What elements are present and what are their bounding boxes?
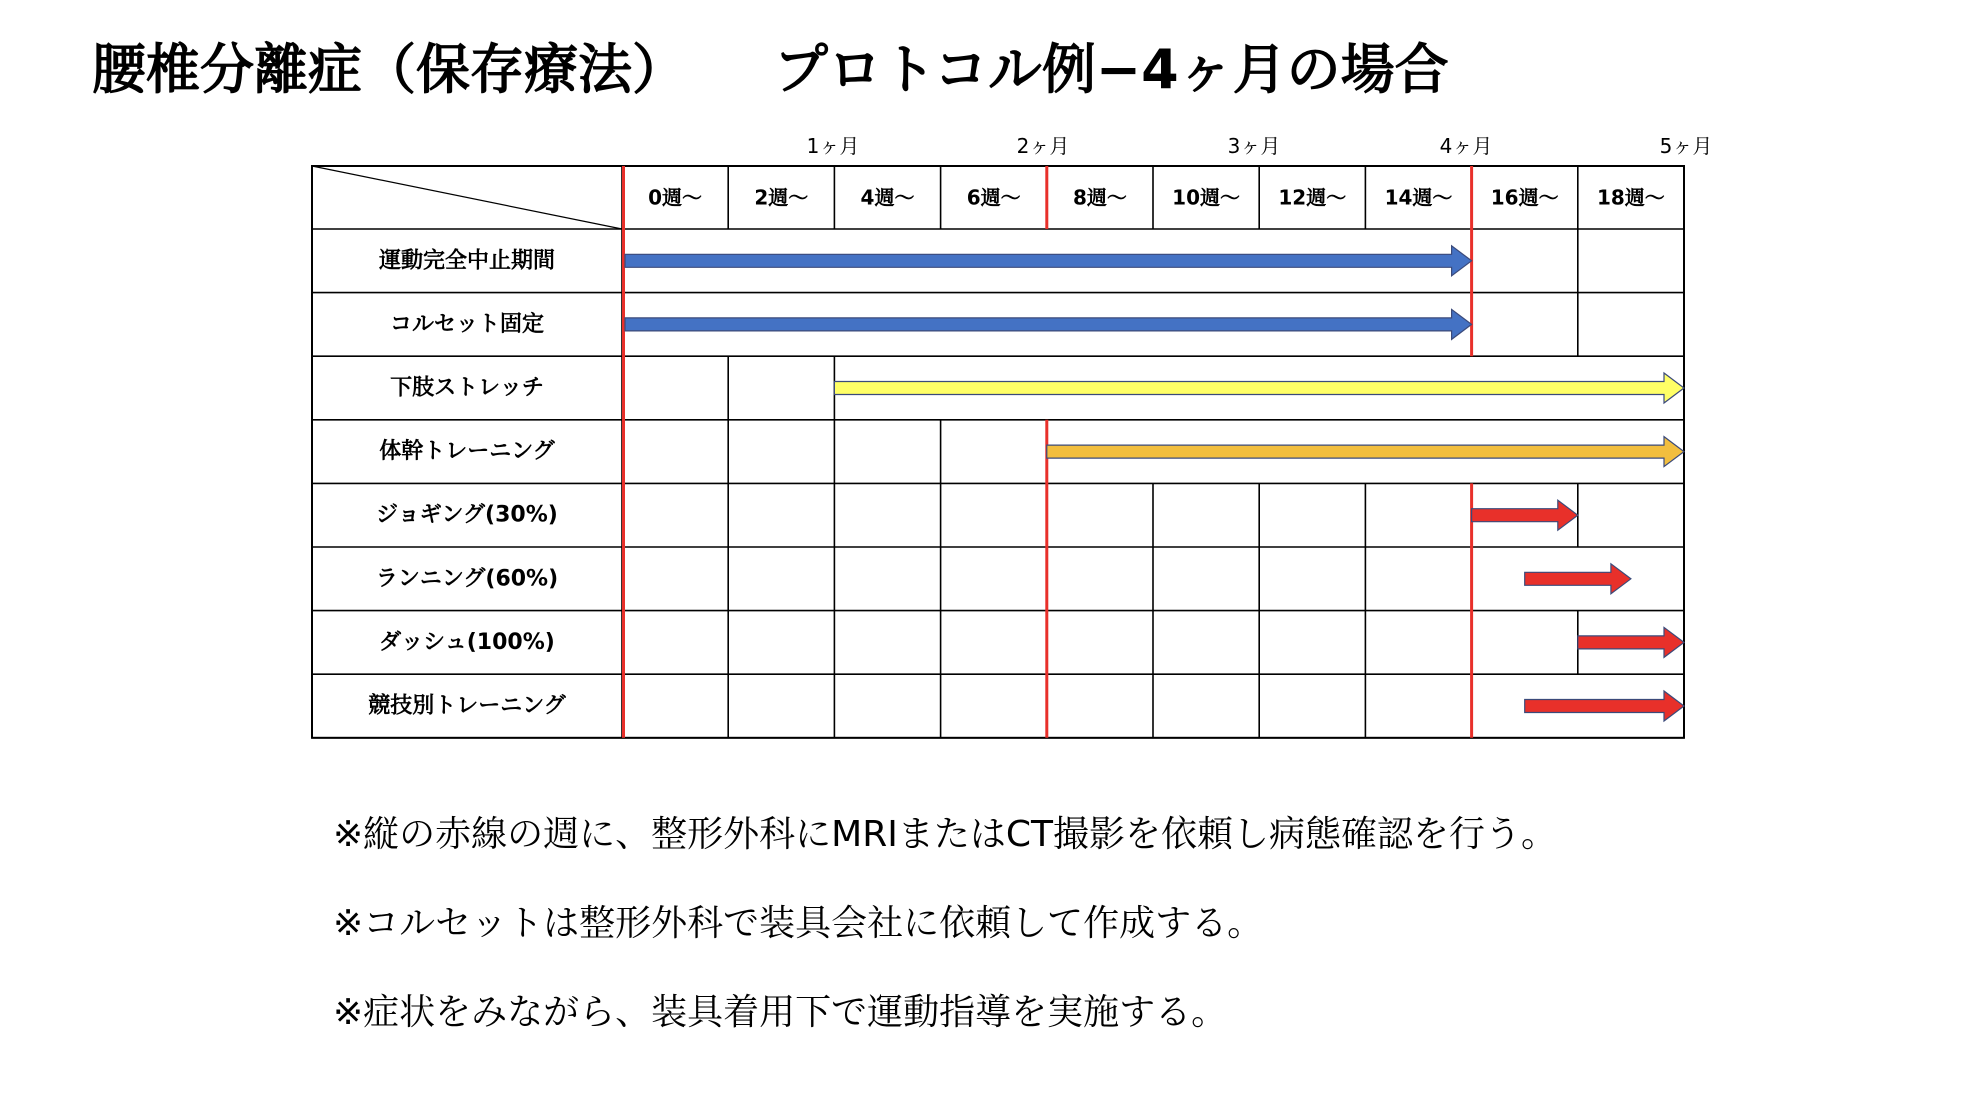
arrow-bar xyxy=(1578,627,1684,657)
row-label: 競技別トレーニング xyxy=(368,693,566,719)
title-sub: プロトコル例−4ヶ月の場合 xyxy=(774,38,1449,101)
arrow-bar xyxy=(834,373,1684,403)
row-label: 下肢ストレッチ xyxy=(390,375,544,401)
row-label: 体幹トレーニング xyxy=(379,439,555,465)
week-header: 16週〜 xyxy=(1490,185,1559,210)
note-corset: ※コルセットは整形外科で装具会社に依頼して作成する。 xyxy=(333,903,1264,944)
arrow-bar xyxy=(625,309,1472,339)
arrow-bar xyxy=(625,246,1472,276)
week-header: 8週〜 xyxy=(1072,185,1127,210)
month-label: 2ヶ月 xyxy=(1016,134,1070,158)
week-header: 10週〜 xyxy=(1172,185,1241,210)
arrow-bar xyxy=(1047,437,1684,467)
month-label: 1ヶ月 xyxy=(806,134,860,158)
week-header: 6週〜 xyxy=(966,185,1021,210)
month-label: 3ヶ月 xyxy=(1227,134,1281,158)
arrow-bar xyxy=(1525,691,1684,721)
month-label: 4ヶ月 xyxy=(1439,134,1493,158)
note-exercise: ※症状をみながら、装具着用下で運動指導を実施する。 xyxy=(333,992,1228,1033)
row-label: ランニング(60%) xyxy=(375,566,559,592)
week-header: 14週〜 xyxy=(1384,185,1453,210)
arrow-bar xyxy=(1472,500,1578,530)
week-header: 4週〜 xyxy=(860,185,915,210)
note-mri-ct: ※縦の赤線の週に、整形外科にMRIまたはCT撮影を依頼し病態確認を行う。 xyxy=(333,814,1557,855)
week-header: 2週〜 xyxy=(754,185,809,210)
week-header: 12週〜 xyxy=(1278,185,1347,210)
row-label: コルセット固定 xyxy=(389,311,545,337)
row-label: ジョギング(30%) xyxy=(376,502,558,528)
row-label: 運動完全中止期間 xyxy=(378,248,556,274)
header-diagonal xyxy=(312,166,622,229)
row-label: ダッシュ(100%) xyxy=(379,629,555,655)
arrow-bar xyxy=(1525,564,1631,594)
title-main: 腰椎分離症（保存療法） xyxy=(92,38,686,101)
week-header: 0週〜 xyxy=(648,185,703,210)
month-label: 5ヶ月 xyxy=(1659,134,1713,158)
week-header: 18週〜 xyxy=(1596,185,1665,210)
